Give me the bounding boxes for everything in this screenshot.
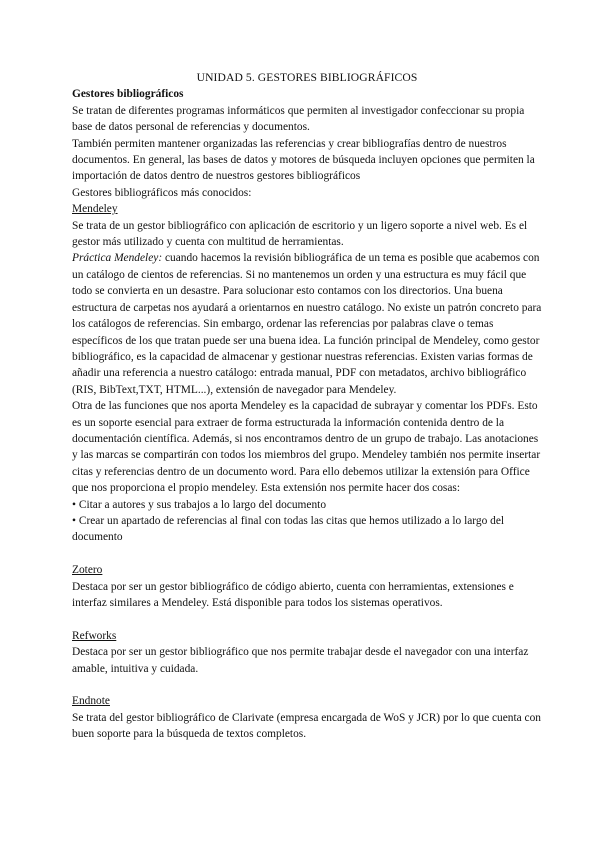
mendeley-bullet-list [72, 497, 542, 546]
intro-paragraph-3: Gestores bibliográficos más conocidos: [72, 186, 252, 199]
intro-paragraph-2: También permiten mantener organizadas las referencias y crear bibliografías dentro de nuestros documentos. En general, las bases de datos y motores de búsqueda incluyen opciones que permiten la importación de datos dentro de nuestros gestores bibliográficos [72, 137, 535, 183]
zotero-heading: Zotero [72, 564, 103, 577]
spacer [72, 677, 542, 693]
intro-paragraph-1: Se tratan de diferentes programas informáticos que permiten al investigador confeccionar su propia base de datos personal de referencias y documentos. [72, 104, 525, 134]
document-page [72, 70, 542, 743]
list-item [72, 513, 542, 546]
endnote-text: Se trata del gestor bibliográfico de Clarivate (empresa encargada de WoS y JCR) por lo que cuenta con buen soporte para la búsqueda de textos completos. [72, 711, 542, 741]
bullet-text: Citar a autores y sus trabajos a lo largo del documento [78, 498, 327, 511]
refworks-text: Destaca por ser un gestor bibliográfico que nos permite trabajar desde el navegador con una interfaz amable, intuitiva y cuidada. [72, 646, 529, 675]
list-item [72, 497, 542, 513]
mendeley-other-functions: Otra de las funciones que nos aporta Mendeley es la capacidad de subrayar y comentar los PDFs. Esto es un soporte esencial para extraer de forma estructurada la información contenida dentro de la documentación científica. Además, si nos encontramos dentro de un grupo de trabajo. Las anotaciones y las marcas se compartirán con todos los miembros del grupo. Mendeley también nos permite insertar citas y referencias dentro de un documento word. Para ello debemos utilizar la extensión para Office que nos proporciona el propio mendeley. Esta extensión nos permite hacer dos cosas: [72, 400, 541, 495]
mendeley-practice-label: Práctica Mendeley: [72, 252, 163, 265]
mendeley-practice-paragraph [72, 250, 542, 398]
bullet-mark: • [72, 498, 76, 511]
refworks-heading: Refworks [72, 629, 117, 642]
bullet-text: Crear un apartado de referencias al final con todas las citas que hemos utilizado a lo largo del documento [72, 514, 505, 544]
unit-title: UNIDAD 5. GESTORES BIBLIOGRÁFICOS [196, 71, 418, 84]
zotero-text: Destaca por ser un gestor bibliográfico de código abierto, cuenta con herramientas, extensiones e interfaz similares a Mendeley. Está disponible para todos los sistemas operativos. [72, 580, 514, 609]
mendeley-heading: Mendeley [72, 203, 118, 216]
mendeley-description: Se trata de un gestor bibliográfico con aplicación de escritorio y un ligero soporte a nivel web. Es el gestor más utilizado y cuenta con multitud de herramientas. [72, 219, 528, 249]
spacer [72, 611, 542, 627]
section-heading: Gestores bibliográficos [72, 88, 184, 101]
bullet-mark: • [72, 514, 76, 527]
spacer [72, 546, 542, 562]
mendeley-practice-text: cuando hacemos la revisión bibliográfica de un tema es posible que acabemos con un catálogo de cientos de referencias. Si no mantenemos un orden y una estructura es muy fácil que todo se convierta en un desastre. Para solucionar esto contamos con los directorios. Una buena estructura de carpetas nos ayudará a orientarnos en nuestro catálogo. No existe un patrón concreto para los catálogos de referencias. Sin embargo, ordenar las referencias por palabras clave o temas específicos de los que tratan puede ser una buena idea. La función principal de Mendeley, como gestor bibliográfico, es la capacidad de almacenar y gestionar nuestras referencias. Existen varias formas de añadir una referencia a nuestro catálogo: entrada manual, PDF con metadatos, archivo bibliográfico (RIS, BibText,TXT, HTML...), extensión de navegador para Mendeley. [72, 252, 542, 396]
endnote-heading: Endnote [72, 695, 110, 708]
